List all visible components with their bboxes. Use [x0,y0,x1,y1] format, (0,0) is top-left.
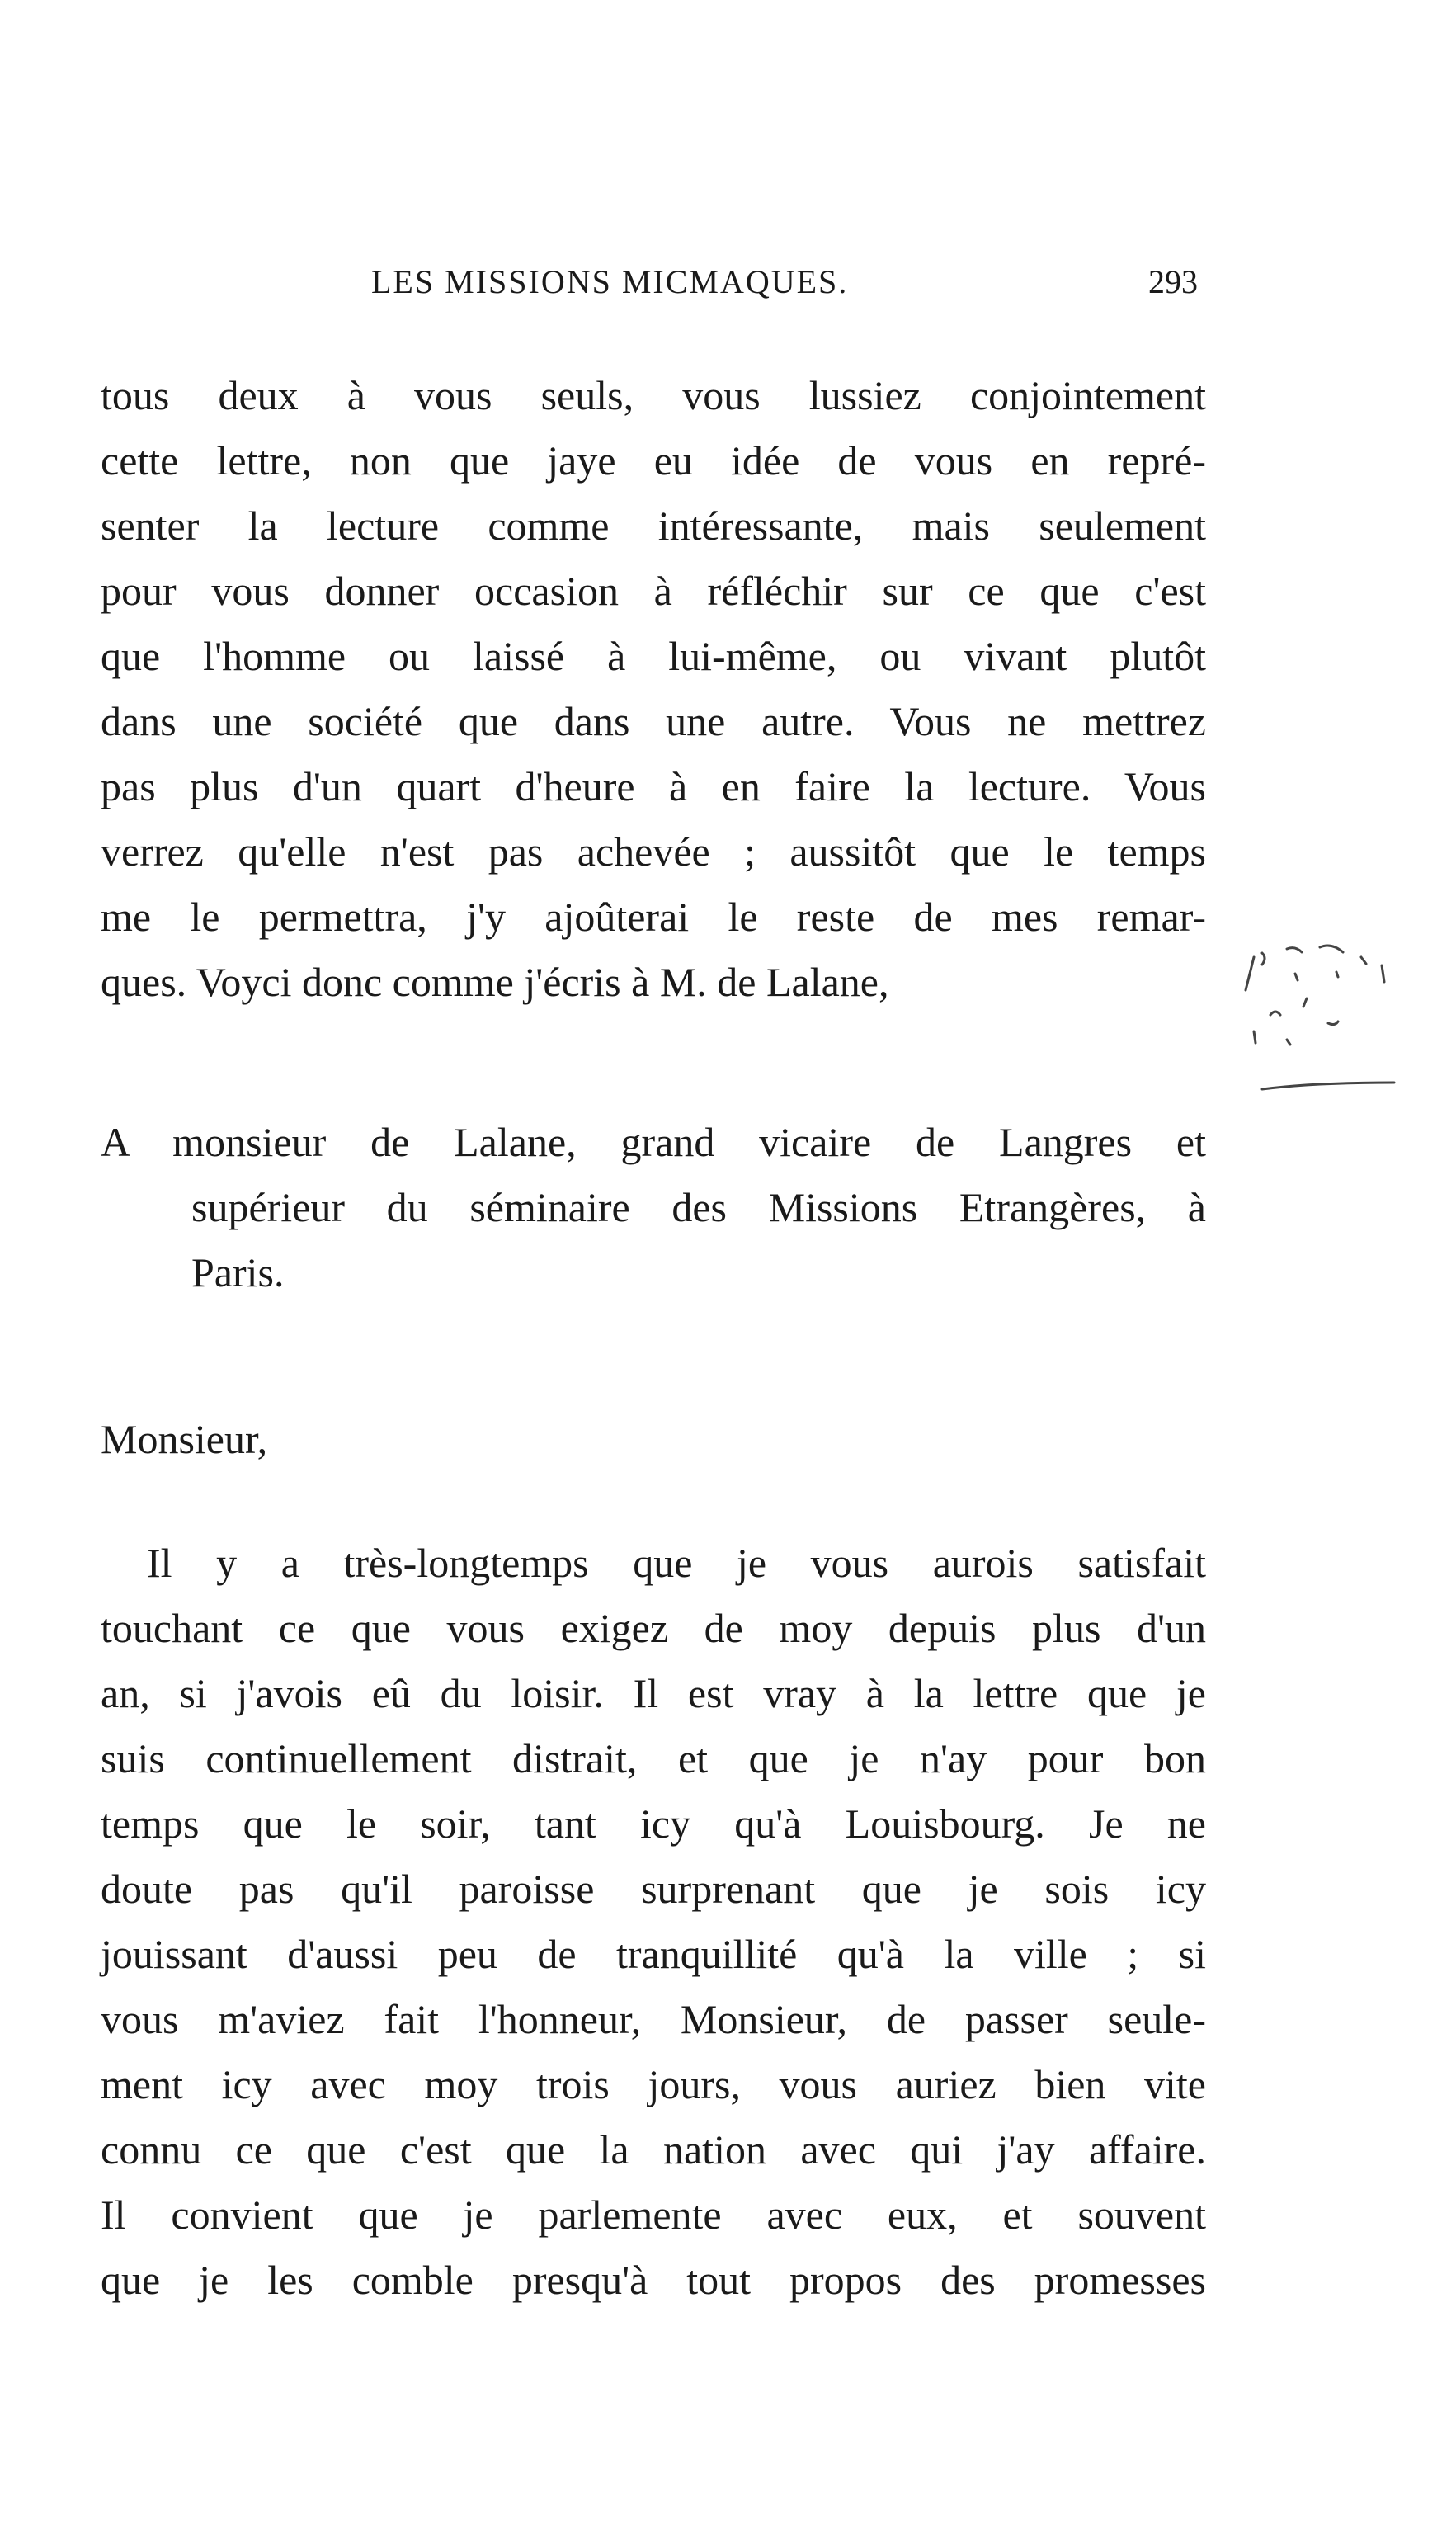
text-line: ment icy avec moy trois jours, vous auriez bien vite [101,2061,1206,2107]
text-line: pour vous donner occasion à réfléchir sur ce que c'est [101,568,1206,614]
text-line: que je les comble presqu'à tout propos des promesses [101,2257,1206,2303]
text-line: doute pas qu'il paroisse surprenant que je sois icy [101,1866,1206,1912]
text-line: vous m'aviez fait l'honneur, Monsieur, de passer seule- [101,1996,1206,2042]
text-line: Il y a très-longtemps que je vous aurois satisfait [147,1540,1206,1586]
text-line: connu ce que c'est que la nation avec qui j'ay affaire. [101,2126,1206,2173]
text-line: cette lettre, non que jaye eu idée de vous en repré- [101,437,1206,484]
handwritten-marginalia [1237,924,1435,1139]
address-line: Paris. [191,1249,285,1295]
marginalia-scribble [1237,924,1435,1139]
text-line: suis continuellement distrait, et que je n'ay pour bon [101,1735,1206,1781]
page-number: 293 [1148,263,1198,300]
letter-salutation [101,1407,1206,1472]
text-line: dans une société que dans une autre. Vous ne mettrez [101,698,1206,744]
text-line: Il convient que je parlemente avec eux, et souvent [101,2192,1206,2238]
letter-address [101,1110,1206,1305]
text-line: temps que le soir, tant icy qu'à Louisbourg. Je ne [101,1800,1206,1847]
text-line: pas plus d'un quart d'heure à en faire la lecture. Vous [101,763,1206,809]
text-line: senter la lecture comme intéressante, mais seulement [101,502,1206,549]
address-line: A monsieur de Lalane, grand vicaire de Langres et [101,1119,1206,1165]
text-line: ques. Voyci donc comme j'écris à M. de Lalane, [101,959,889,1005]
letter-body-paragraph [101,1531,1206,2313]
salutation-line: Monsieur, [101,1416,268,1462]
text-line: verrez qu'elle n'est pas achevée ; aussitôt que le temps [101,828,1206,875]
text-line: que l'homme ou laissé à lui-même, ou vivant plutôt [101,633,1206,679]
address-line: supérieur du séminaire des Missions Etrangères, à [191,1184,1206,1230]
text-line: an, si j'avois eû du loisir. Il est vray à la lettre que je [101,1670,1206,1716]
text-line: touchant ce que vous exigez de moy depuis plus d'un [101,1605,1206,1651]
text-line: tous deux à vous seuls, vous lussiez conjointement [101,372,1206,418]
running-head: LES MISSIONS MICMAQUES. [371,263,849,300]
paragraph-continued [101,363,1206,1015]
text-line: jouissant d'aussi peu de tranquillité qu'à la ville ; si [101,1931,1206,1977]
text-line: me le permettra, j'y ajoûterai le reste de mes remar- [101,894,1206,940]
